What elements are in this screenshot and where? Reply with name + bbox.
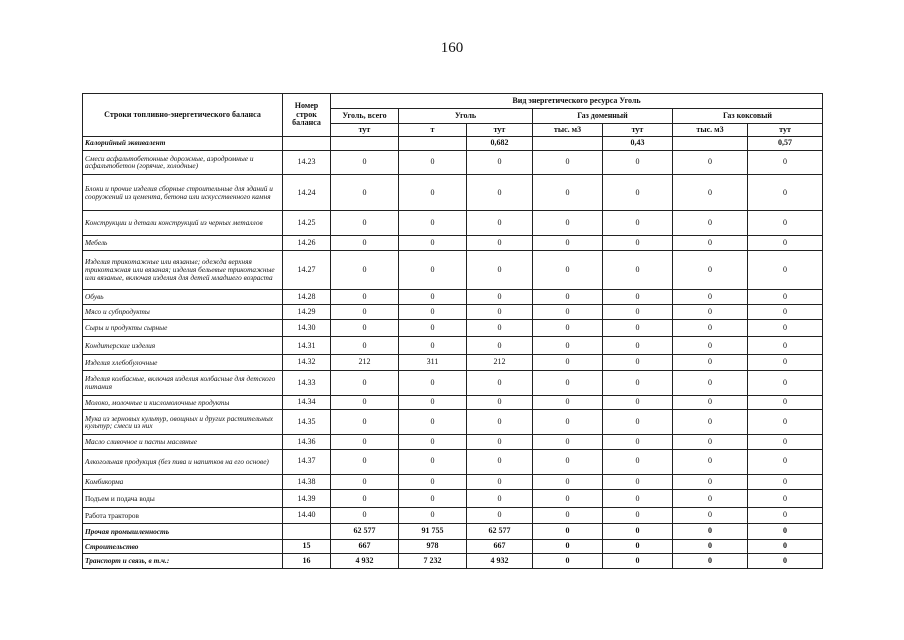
row-value: 0 (673, 150, 748, 175)
row-value: 0 (331, 175, 399, 211)
header-row-names: Строки топливно-энергетического баланса (83, 94, 283, 137)
row-value: 0 (533, 236, 603, 251)
row-value: 0 (748, 320, 823, 337)
row-value: 212 (331, 355, 399, 371)
row-value: 62 577 (467, 524, 533, 540)
row-value: 0 (748, 490, 823, 508)
row-value: 0 (331, 250, 399, 289)
header-blast-furnace-gas: Газ доменный (533, 109, 673, 124)
row-value: 0 (467, 474, 533, 490)
row-value: 0 (748, 236, 823, 251)
row-value: 0 (467, 175, 533, 211)
row-value: 0 (673, 554, 748, 569)
table-row (83, 250, 823, 289)
row-value: 0 (673, 304, 748, 320)
row-value: 91 755 (399, 524, 467, 540)
row-value: 0 (399, 449, 467, 474)
row-code: 14.39 (283, 490, 331, 508)
row-value: 0 (533, 320, 603, 337)
calorific-label: Калорийный эквивалент (83, 137, 283, 151)
row-name: Транспорт и связь, в т.ч.: (83, 554, 283, 569)
table-row (83, 524, 823, 540)
table-row (83, 410, 823, 435)
row-code: 14.33 (283, 371, 331, 396)
row-value: 0 (603, 410, 673, 435)
row-name: Масло сливочное и пасты масляные (83, 435, 283, 450)
row-value: 0 (673, 371, 748, 396)
row-name: Конструкции и детали конструкций из черных металлов (83, 211, 283, 236)
row-value: 0 (748, 539, 823, 554)
row-value: 0 (748, 474, 823, 490)
row-value: 0 (331, 508, 399, 524)
row-value: 0 (399, 508, 467, 524)
row-value: 0 (748, 211, 823, 236)
row-code: 14.25 (283, 211, 331, 236)
row-value: 0 (603, 290, 673, 305)
row-value: 0 (533, 250, 603, 289)
row-value: 0 (399, 395, 467, 410)
row-value: 0 (603, 371, 673, 396)
row-value: 0 (673, 175, 748, 211)
unit-cell: тыс. м3 (673, 124, 748, 137)
row-value: 4 932 (467, 554, 533, 569)
calorific-value: 0,682 (467, 137, 533, 151)
row-value: 0 (331, 304, 399, 320)
table-row (83, 554, 823, 569)
row-value: 0 (533, 371, 603, 396)
row-value: 0 (467, 320, 533, 337)
row-value: 0 (399, 490, 467, 508)
table-row (83, 474, 823, 490)
row-value: 0 (533, 539, 603, 554)
table-row (83, 175, 823, 211)
row-value: 0 (673, 250, 748, 289)
row-name: Мука из зерновых культур, овощных и других растительных культур; смеси из них (83, 410, 283, 435)
row-value: 0 (533, 508, 603, 524)
row-value: 311 (399, 355, 467, 371)
header-coke-gas: Газ коксовый (673, 109, 823, 124)
row-value: 0 (399, 337, 467, 355)
row-value: 0 (673, 320, 748, 337)
row-value: 0 (533, 211, 603, 236)
row-name: Комбикорма (83, 474, 283, 490)
row-code: 14.26 (283, 236, 331, 251)
row-value: 0 (603, 150, 673, 175)
row-value: 0 (603, 554, 673, 569)
row-value: 0 (467, 250, 533, 289)
row-value: 0 (399, 474, 467, 490)
row-name: Работа тракторов (83, 508, 283, 524)
row-value: 4 932 (331, 554, 399, 569)
row-name: Мясо и субпродукты (83, 304, 283, 320)
row-value: 0 (748, 435, 823, 450)
row-value: 0 (467, 435, 533, 450)
row-value: 0 (399, 435, 467, 450)
row-value: 212 (467, 355, 533, 371)
unit-cell: тыс. м3 (533, 124, 603, 137)
row-value: 0 (331, 236, 399, 251)
row-value: 0 (399, 150, 467, 175)
row-value: 0 (399, 175, 467, 211)
row-value: 0 (399, 320, 467, 337)
table-row (83, 490, 823, 508)
row-value: 0 (603, 395, 673, 410)
row-value: 0 (399, 211, 467, 236)
row-value: 0 (673, 490, 748, 508)
row-value: 0 (467, 508, 533, 524)
row-value: 0 (533, 435, 603, 450)
row-value: 0 (331, 320, 399, 337)
row-code: 14.38 (283, 474, 331, 490)
row-name: Изделия колбасные, включая изделия колбасные для детского питания (83, 371, 283, 396)
row-value: 0 (603, 250, 673, 289)
row-value: 0 (748, 304, 823, 320)
row-code: 14.35 (283, 410, 331, 435)
page-number: 160 (440, 40, 464, 56)
row-value: 0 (603, 539, 673, 554)
unit-cell: тут (603, 124, 673, 137)
row-name: Смеси асфальтобетонные дорожные, аэродромные и асфальтобетон (горячие, холодные) (83, 150, 283, 175)
row-code: 15 (283, 539, 331, 554)
row-value: 7 232 (399, 554, 467, 569)
table-row (83, 539, 823, 554)
calorific-value: 0,43 (603, 137, 673, 151)
row-value: 978 (399, 539, 467, 554)
row-value: 0 (331, 290, 399, 305)
row-value: 0 (748, 554, 823, 569)
header-row-number: Номер строк баланса (283, 94, 331, 137)
row-code: 14.27 (283, 250, 331, 289)
row-code: 16 (283, 554, 331, 569)
row-value: 0 (331, 449, 399, 474)
header-coal: Уголь (399, 109, 533, 124)
row-value: 0 (603, 524, 673, 540)
calorific-value (399, 137, 467, 151)
row-value: 0 (399, 250, 467, 289)
row-value: 0 (467, 410, 533, 435)
row-code: 14.29 (283, 304, 331, 320)
row-value: 0 (673, 236, 748, 251)
row-value: 0 (603, 175, 673, 211)
row-name: Кондитерские изделия (83, 337, 283, 355)
row-value: 0 (603, 508, 673, 524)
table-row (83, 508, 823, 524)
table-row (83, 320, 823, 337)
row-name: Строительство (83, 539, 283, 554)
row-value: 0 (533, 490, 603, 508)
row-value: 0 (399, 236, 467, 251)
row-value: 0 (603, 449, 673, 474)
calorific-value (331, 137, 399, 151)
row-value: 0 (533, 554, 603, 569)
row-name: Молоко, молочные и кисломолочные продукты (83, 395, 283, 410)
row-name: Сыры и продукты сырные (83, 320, 283, 337)
row-value: 0 (673, 508, 748, 524)
row-value: 0 (331, 211, 399, 236)
row-value: 0 (331, 150, 399, 175)
row-value: 0 (603, 355, 673, 371)
row-value: 0 (331, 435, 399, 450)
row-value: 0 (603, 211, 673, 236)
row-code: 14.30 (283, 320, 331, 337)
table-row (83, 355, 823, 371)
row-name: Изделия трикотажные или вязаные; одежда верхняя трикотажная или вязаная; изделия бельевые трикотажные или вязаные, включая изделия для детей младшего возраста (83, 250, 283, 289)
row-value: 0 (603, 320, 673, 337)
row-value: 0 (467, 304, 533, 320)
row-value: 0 (331, 337, 399, 355)
row-value: 0 (467, 337, 533, 355)
row-value: 0 (399, 410, 467, 435)
row-code (283, 524, 331, 540)
row-code: 14.36 (283, 435, 331, 450)
row-value: 0 (603, 337, 673, 355)
table-row (83, 435, 823, 450)
row-value: 0 (533, 410, 603, 435)
table-row (83, 337, 823, 355)
row-value: 0 (467, 449, 533, 474)
calorific-row (83, 137, 823, 151)
unit-cell: тут (748, 124, 823, 137)
table-row (83, 211, 823, 236)
row-value: 0 (331, 410, 399, 435)
unit-cell: тут (467, 124, 533, 137)
row-value: 0 (603, 435, 673, 450)
row-value: 0 (533, 449, 603, 474)
row-value: 0 (748, 508, 823, 524)
row-value: 0 (603, 490, 673, 508)
row-code: 14.40 (283, 508, 331, 524)
row-value: 0 (673, 290, 748, 305)
row-value: 0 (673, 435, 748, 450)
row-value: 0 (533, 290, 603, 305)
table-row (83, 371, 823, 396)
row-value: 0 (533, 304, 603, 320)
row-value: 0 (673, 474, 748, 490)
row-value: 0 (673, 395, 748, 410)
row-value: 0 (467, 395, 533, 410)
unit-cell: т (399, 124, 467, 137)
table-row (83, 236, 823, 251)
row-value: 667 (467, 539, 533, 554)
row-value: 0 (467, 150, 533, 175)
row-code: 14.23 (283, 150, 331, 175)
row-code: 14.28 (283, 290, 331, 305)
row-code: 14.31 (283, 337, 331, 355)
table-row (83, 304, 823, 320)
row-name: Алкогольная продукция (без пива и напитков на его основе) (83, 449, 283, 474)
table-row (83, 395, 823, 410)
row-value: 0 (467, 490, 533, 508)
row-value: 0 (748, 371, 823, 396)
row-value: 0 (673, 211, 748, 236)
row-value: 0 (467, 290, 533, 305)
header-resource-group: Вид энергетического ресурса Уголь (331, 94, 823, 109)
row-value: 0 (673, 355, 748, 371)
row-value: 0 (533, 524, 603, 540)
table-row (83, 290, 823, 305)
row-value: 0 (533, 337, 603, 355)
row-name: Изделия хлебобулочные (83, 355, 283, 371)
row-value: 0 (533, 175, 603, 211)
row-value: 0 (748, 449, 823, 474)
header-coal-total: Уголь, всего (331, 109, 399, 124)
row-code: 14.24 (283, 175, 331, 211)
row-value: 0 (603, 304, 673, 320)
row-code: 14.34 (283, 395, 331, 410)
row-value: 0 (673, 524, 748, 540)
row-value: 0 (467, 371, 533, 396)
table-row (83, 150, 823, 175)
row-value: 0 (533, 395, 603, 410)
table-body (83, 137, 823, 569)
table-header (83, 94, 823, 137)
row-value: 0 (467, 236, 533, 251)
row-value: 0 (673, 337, 748, 355)
row-code: 14.37 (283, 449, 331, 474)
calorific-value (673, 137, 748, 151)
calorific-code (283, 137, 331, 151)
row-value: 0 (399, 290, 467, 305)
calorific-value: 0,57 (748, 137, 823, 151)
row-value: 0 (748, 290, 823, 305)
row-value: 0 (467, 211, 533, 236)
table-row (83, 449, 823, 474)
row-name: Блоки и прочие изделия сборные строительные для зданий и сооружений из цемента, бетона или искусственного камня (83, 175, 283, 211)
row-value: 0 (748, 250, 823, 289)
row-value: 0 (748, 410, 823, 435)
row-value: 0 (748, 150, 823, 175)
energy-balance-table (82, 93, 823, 569)
calorific-value (533, 137, 603, 151)
row-value: 0 (533, 474, 603, 490)
row-value: 0 (533, 150, 603, 175)
row-value: 62 577 (331, 524, 399, 540)
row-name: Обувь (83, 290, 283, 305)
row-value: 0 (399, 304, 467, 320)
row-name: Прочая промышленность (83, 524, 283, 540)
row-value: 0 (748, 337, 823, 355)
row-name: Подъем и подача воды (83, 490, 283, 508)
row-value: 0 (399, 371, 467, 396)
row-value: 0 (673, 410, 748, 435)
row-value: 0 (748, 355, 823, 371)
row-value: 0 (533, 355, 603, 371)
row-value: 0 (603, 236, 673, 251)
row-value: 0 (673, 449, 748, 474)
row-value: 0 (748, 524, 823, 540)
row-value: 0 (748, 175, 823, 211)
row-value: 0 (748, 395, 823, 410)
row-value: 0 (673, 539, 748, 554)
row-name: Мебель (83, 236, 283, 251)
row-value: 0 (331, 474, 399, 490)
row-value: 0 (603, 474, 673, 490)
row-value: 0 (331, 371, 399, 396)
row-value: 667 (331, 539, 399, 554)
row-value: 0 (331, 395, 399, 410)
unit-cell: тут (331, 124, 399, 137)
row-value: 0 (331, 490, 399, 508)
row-code: 14.32 (283, 355, 331, 371)
